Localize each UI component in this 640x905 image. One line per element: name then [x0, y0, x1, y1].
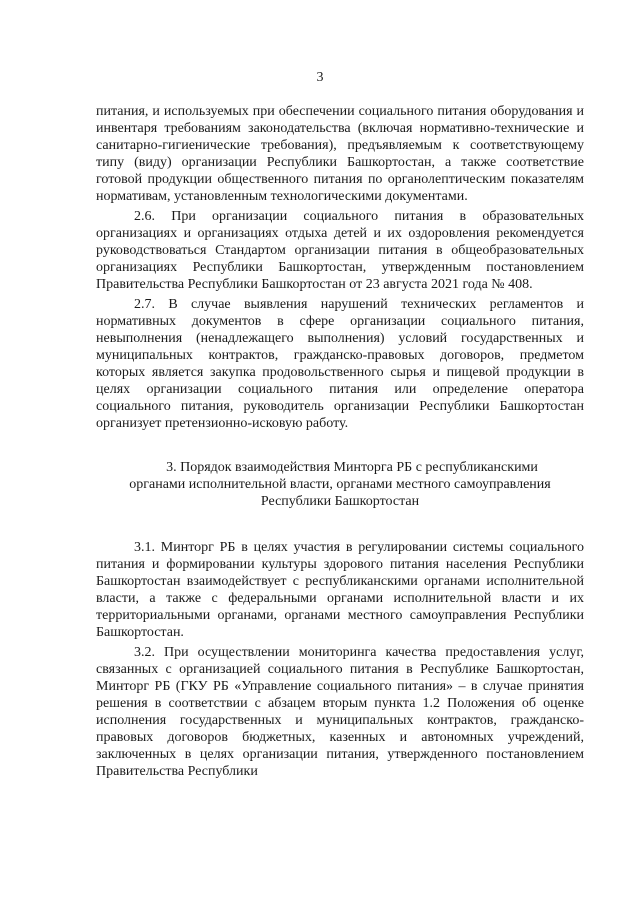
paragraph-3-1: 3.1. Минторг РБ в целях участия в регулировании системы социального питания и формировании культуры здорового питания населения Республики Башкортостан взаимодействует с республиканскими органами исполнительной власти, а также с федеральными органами исполнительной власти и их территориальными органами, органами местного самоуправления Республики Башкортостан. — [96, 540, 584, 640]
paragraph-2-7: 2.7. В случае выявления нарушений технических регламентов и нормативных документов в сфере организации социального питания, невыполнения (ненадлежащего выполнения) условий государственных и муниципальных контрактов, гражданско-правовых договоров, предметом которых является закупка продовольственного сырья и пищевой продукции в целях организации социального питания или определение оператора социального питания, руководитель организации Республики Башкортостан организует претензионно-исковую работу. — [96, 297, 584, 431]
section-heading-line-2: органами исполнительной власти, органами местного самоуправления — [129, 477, 551, 492]
section-heading-line-1: 3. Порядок взаимодействия Минторга РБ с республиканскими — [166, 460, 538, 475]
paragraph-3-2: 3.2. При осуществлении мониторинга качества предоставления услуг, связанных с организацией социального питания в Республике Башкортостан, Минторг РБ (ГКУ РБ «Управление социального питания» – в случае принятия решения в соответствии с абзацем вторым пункта 1.2 Положения об оценке исполнения государственных и муниципальных контрактов, гражданско-правовых договоров бюджетных, казенных и автономных учреждений, заключенных в целях организации питания, утвержденного постановлением Правительства Республики — [96, 645, 584, 779]
section-heading — [96, 459, 584, 510]
paragraph-2-6: 2.6. При организации социального питания в образовательных организациях и организациях отдыха детей и их оздоровления рекомендуется руководствоваться Стандартом организации питания в общеобразовательных организациях Республики Башкортостан, утвержденным постановлением Правительства Республики Башкортостан от 23 августа 2021 года № 408. — [96, 209, 584, 292]
paragraph-continuation: питания, и используемых при обеспечении социального питания оборудования и инвентаря требованиям законодательства (включая нормативно-технические и санитарно-гигиенические требования), предъявляемым к соответствующему типу (виду) организации Республики Башкортостан, а также соответствие готовой продукции общественного питания по органолептическим показателям нормативам, установленным технологическими документами. — [96, 104, 584, 204]
section-heading-line-3: Республики Башкортостан — [260, 494, 420, 509]
document-body — [96, 103, 584, 780]
page-number: 3 — [316, 70, 324, 85]
